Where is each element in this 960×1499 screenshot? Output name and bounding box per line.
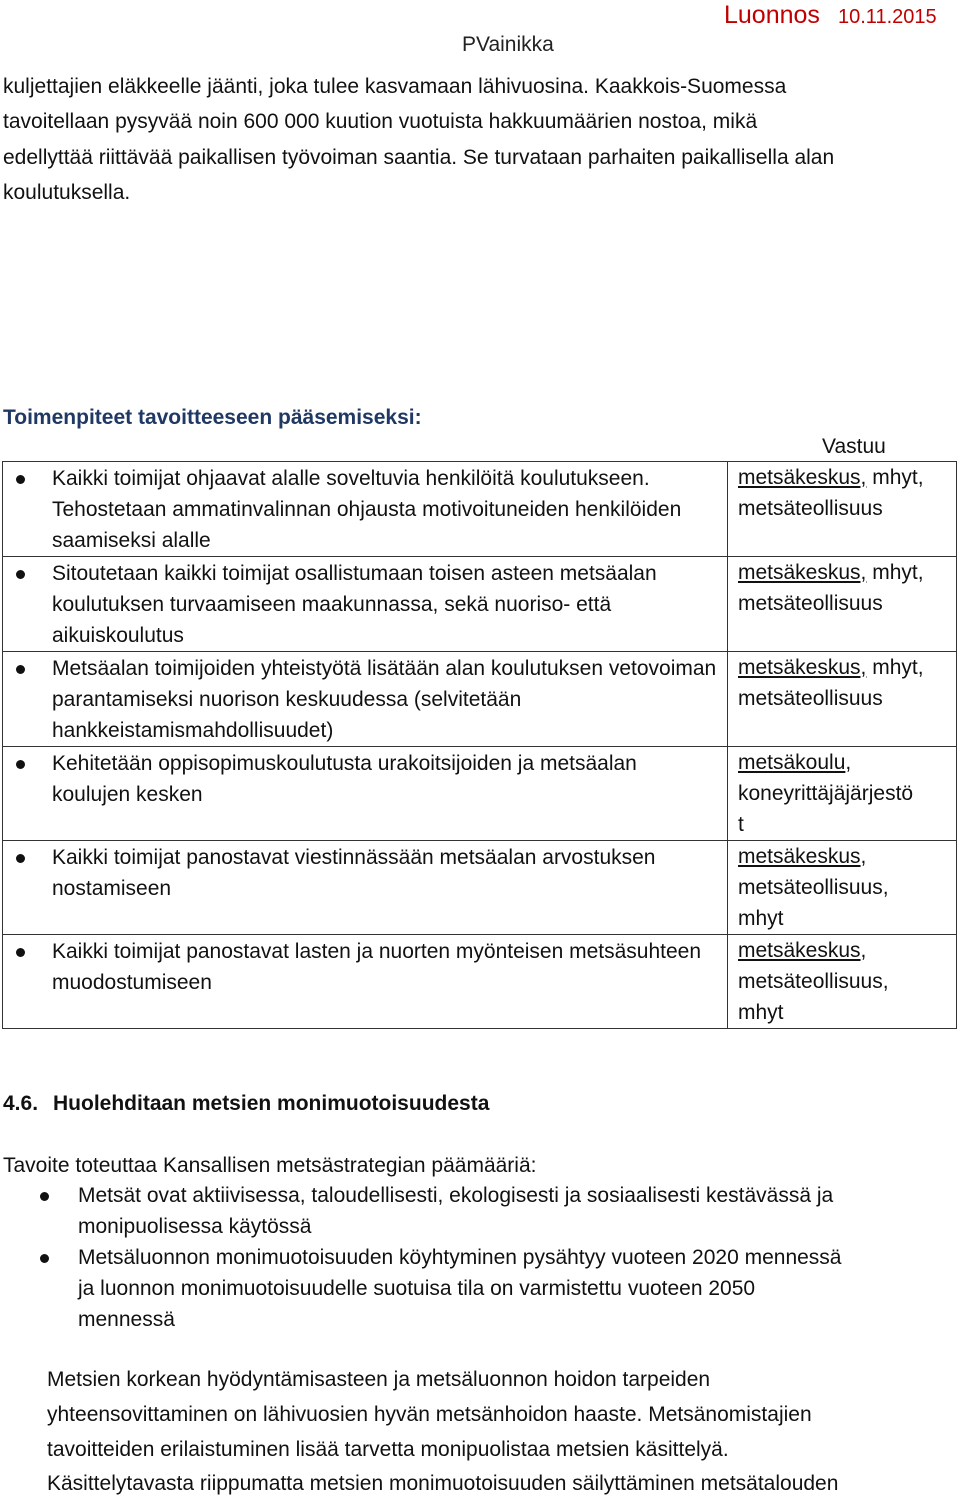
bullet-icon (16, 665, 25, 674)
goal-line: monipuolisessa käytössä (78, 1215, 312, 1238)
bullet-icon (40, 1254, 49, 1263)
section-number: 4.6. (3, 1092, 39, 1115)
goal-line: Metsäluonnon monimuotoisuuden köyhtyminen pysähtyy vuoteen 2020 mennessä (78, 1246, 842, 1269)
responsibility-link[interactable]: metsäkoulu (738, 751, 846, 774)
responsibility-rest: , (860, 939, 867, 962)
paragraph-line: Käsittelytavasta riippumatta metsien monimuotoisuuden säilyttäminen metsätalouden (47, 1472, 839, 1495)
section-title: Huolehditaan metsien monimuotoisuudesta (53, 1092, 490, 1115)
action-cell (3, 935, 728, 1029)
table-row (3, 652, 957, 747)
goal-line: ja luonnon monimuotoisuudelle suotuisa tila on varmistettu vuoteen 2050 (78, 1277, 756, 1300)
measures-table (2, 461, 957, 1029)
table-row (3, 841, 957, 935)
responsibility-cell (728, 935, 957, 1029)
bullet-icon (16, 475, 25, 484)
draft-label: Luonnos (724, 1, 820, 29)
responsibility-line: mhyt (738, 1001, 784, 1024)
action-cell (3, 841, 728, 935)
responsibility-rest: mhyt, (866, 561, 924, 584)
responsibility-cell (728, 841, 957, 935)
goal-line: Metsät ovat aktiivisessa, taloudellisesti, ekologisesti ja sosiaalisesti kestävässä ja (78, 1184, 834, 1207)
table-row (3, 747, 957, 841)
goal-line: mennessä (78, 1308, 175, 1331)
responsibility-cell (728, 747, 957, 841)
responsibility-link[interactable]: metsäkeskus (738, 939, 861, 962)
table-row (3, 557, 957, 652)
intro-line: koulutuksella. (3, 181, 131, 204)
responsibility-rest: mhyt, (866, 656, 924, 679)
action-cell (3, 747, 728, 841)
responsibility-line: koneyrittäjäjärjestö (738, 782, 914, 805)
responsibility-line: metsäteollisuus, (738, 970, 889, 993)
table-row (3, 935, 957, 1029)
responsibility-rest: mhyt, (866, 466, 924, 489)
bullet-icon (16, 570, 25, 579)
bullet-icon (16, 760, 25, 769)
intro-line: kuljettajien eläkkeelle jäänti, joka tulee kasvamaan lähivuosina. Kaakkois-Suomessa (3, 75, 787, 98)
table-row (3, 462, 957, 557)
responsibility-link[interactable]: metsäkeskus, (738, 466, 867, 489)
action-text: Sitoutetaan kaikki toimijat osallistumaan toisen asteen metsäalan koulutuksen turvaamiseen maakunnassa, sekä nuoriso- että aikuiskoulutus (52, 562, 657, 647)
bullet-icon (40, 1192, 49, 1201)
responsibility-link[interactable]: metsäkeskus (738, 845, 861, 868)
responsibility-line: metsäteollisuus (738, 592, 883, 615)
paragraph-line: yhteensovittaminen on lähivuosien hyvän metsänhoidon haaste. Metsänomistajien (47, 1403, 812, 1426)
intro-line: edellyttää riittävää paikallisen työvoiman saantia. Se turvataan parhaiten paikallisella alan (3, 146, 835, 169)
action-cell (3, 557, 728, 652)
action-text: Kaikki toimijat ohjaavat alalle soveltuvia henkilöitä koulutukseen. Tehostetaan ammatinvalinnan ohjausta motivoituneiden henkilöiden saamiseksi alalle (52, 467, 682, 552)
responsibility-rest: , (845, 751, 852, 774)
responsibility-rest: , (860, 845, 867, 868)
action-cell (3, 462, 728, 557)
goal-intro: Tavoite toteuttaa Kansallisen metsästrategian päämääriä: (3, 1154, 537, 1177)
responsibility-header: Vastuu (822, 435, 886, 458)
action-text: Kehitetään oppisopimuskoulutusta urakoitsijoiden ja metsäalan koulujen kesken (52, 752, 637, 806)
measures-heading: Toimenpiteet tavoitteeseen pääsemiseksi: (3, 406, 422, 429)
header-author: PVainikka (462, 33, 554, 56)
responsibility-line: metsäteollisuus, (738, 876, 889, 899)
action-text: Kaikki toimijat panostavat lasten ja nuorten myönteisen metsäsuhteen muodostumiseen (52, 940, 702, 994)
responsibility-cell (728, 557, 957, 652)
responsibility-line: mhyt (738, 907, 784, 930)
action-text: Kaikki toimijat panostavat viestinnässään metsäalan arvostuksen nostamiseen (52, 846, 656, 900)
intro-line: tavoitellaan pysyvää noin 600 000 kuution vuotuista hakkuumäärien nostoa, mikä (3, 110, 758, 133)
responsibility-cell (728, 462, 957, 557)
responsibility-line: t (738, 813, 744, 836)
responsibility-line: metsäteollisuus (738, 497, 883, 520)
responsibility-line: metsäteollisuus (738, 687, 883, 710)
bullet-icon (16, 948, 25, 957)
paragraph-line: Metsien korkean hyödyntämisasteen ja metsäluonnon hoidon tarpeiden (47, 1368, 711, 1391)
responsibility-cell (728, 652, 957, 747)
header-date: 10.11.2015 (838, 6, 937, 28)
action-text: Metsäalan toimijoiden yhteistyötä lisätään alan koulutuksen vetovoiman parantamiseksi nuorison keskuudessa (selvitetään hankkeistamismahdollisuudet) (52, 657, 717, 742)
action-cell (3, 652, 728, 747)
responsibility-link[interactable]: metsäkeskus, (738, 561, 867, 584)
bullet-icon (16, 854, 25, 863)
paragraph-line: tavoitteiden erilaistuminen lisää tarvetta monipuolistaa metsien käsittelyä. (47, 1438, 729, 1461)
responsibility-link[interactable]: metsäkeskus, (738, 656, 867, 679)
